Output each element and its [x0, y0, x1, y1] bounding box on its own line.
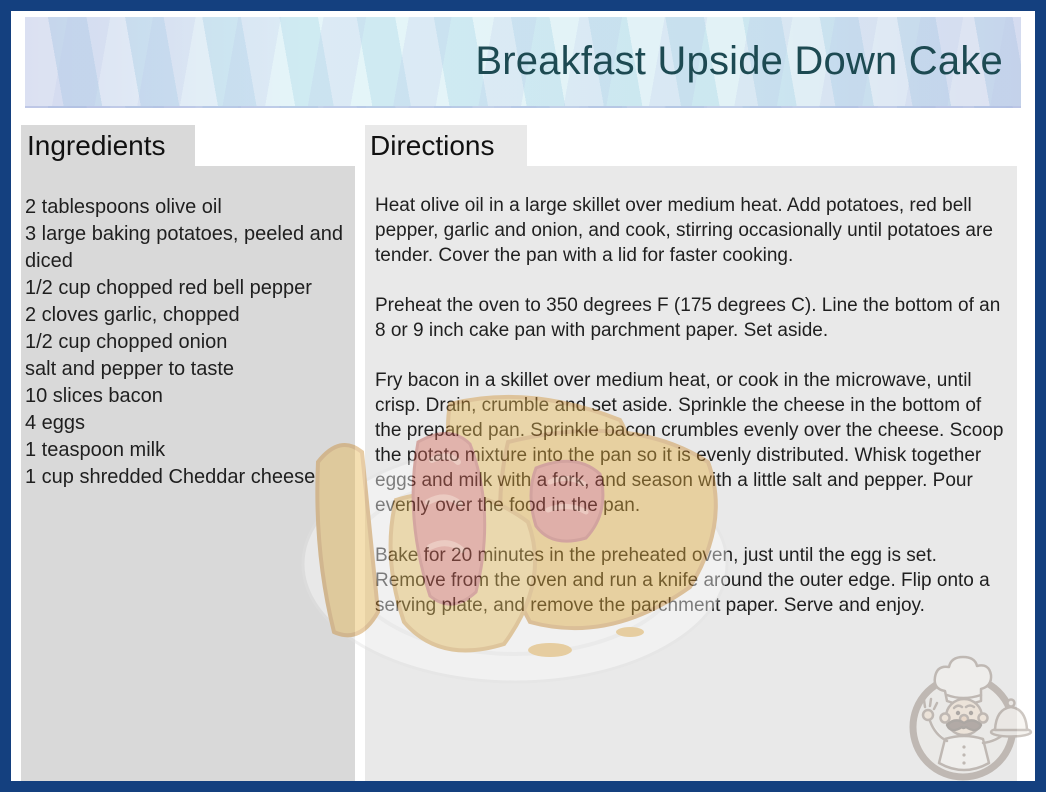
directions-paragraph: Heat olive oil in a large skillet over medium heat. Add potatoes, red bell pepper, garlic and onion, and cook, stirring occasionally until potatoes are tender. Cover the pan with a lid for faster cooking. — [375, 195, 993, 266]
ingredients-heading-box — [21, 125, 195, 166]
directions-paragraph: Preheat the oven to 350 degrees F (175 degrees C). Line the bottom of an 8 or 9 inch cake pan with parchment paper. Set aside. — [375, 295, 1001, 341]
directions-paragraph: Fry bacon in a skillet over medium heat, or cook in the microwave, until crisp. Drain, crumble and set aside. Sprinkle the cheese in the bottom of the prepared pan. Sprinkle bacon crumbles evenly over the cheese. Scoop the potato mixture into the pan so it is evenly distributed. Whisk together eggs and milk with a fork, and season with a little salt and pepper. Pour evenly over the food in the pan. — [375, 370, 1004, 516]
ingredient-item: salt and pepper to taste — [25, 358, 235, 380]
header-banner — [25, 17, 1021, 108]
directions-heading: Directions — [370, 129, 495, 161]
ingredient-item: 1/2 cup chopped onion — [25, 331, 228, 353]
ingredient-item: 1 teaspoon milk — [25, 439, 166, 461]
page-title: Breakfast Upside Down Cake — [475, 39, 1003, 83]
ingredient-item: 10 slices bacon — [25, 385, 163, 407]
directions-text — [365, 166, 1017, 618]
directions-panel — [365, 166, 1017, 781]
ingredient-item: 2 cloves garlic, chopped — [25, 304, 240, 326]
ingredients-list — [21, 166, 355, 491]
directions-heading-box — [365, 125, 527, 166]
ingredient-item: 4 eggs — [25, 412, 86, 434]
ingredient-item: 2 tablespoons olive oil — [25, 196, 222, 218]
ingredients-panel — [21, 166, 355, 781]
ingredient-item: 1/2 cup chopped red bell pepper — [25, 277, 312, 299]
directions-paragraph: Bake for 20 minutes in the preheated oven, just until the egg is set. Remove from the oven and run a knife around the outer edge. Flip onto a serving plate, and remove the parchment paper. Serve and enjoy. — [375, 545, 990, 616]
ingredient-item: 3 large baking potatoes, peeled and diced — [25, 223, 344, 272]
ingredients-heading: Ingredients — [27, 129, 166, 161]
ingredient-item: 1 cup shredded Cheddar cheese — [25, 466, 316, 488]
